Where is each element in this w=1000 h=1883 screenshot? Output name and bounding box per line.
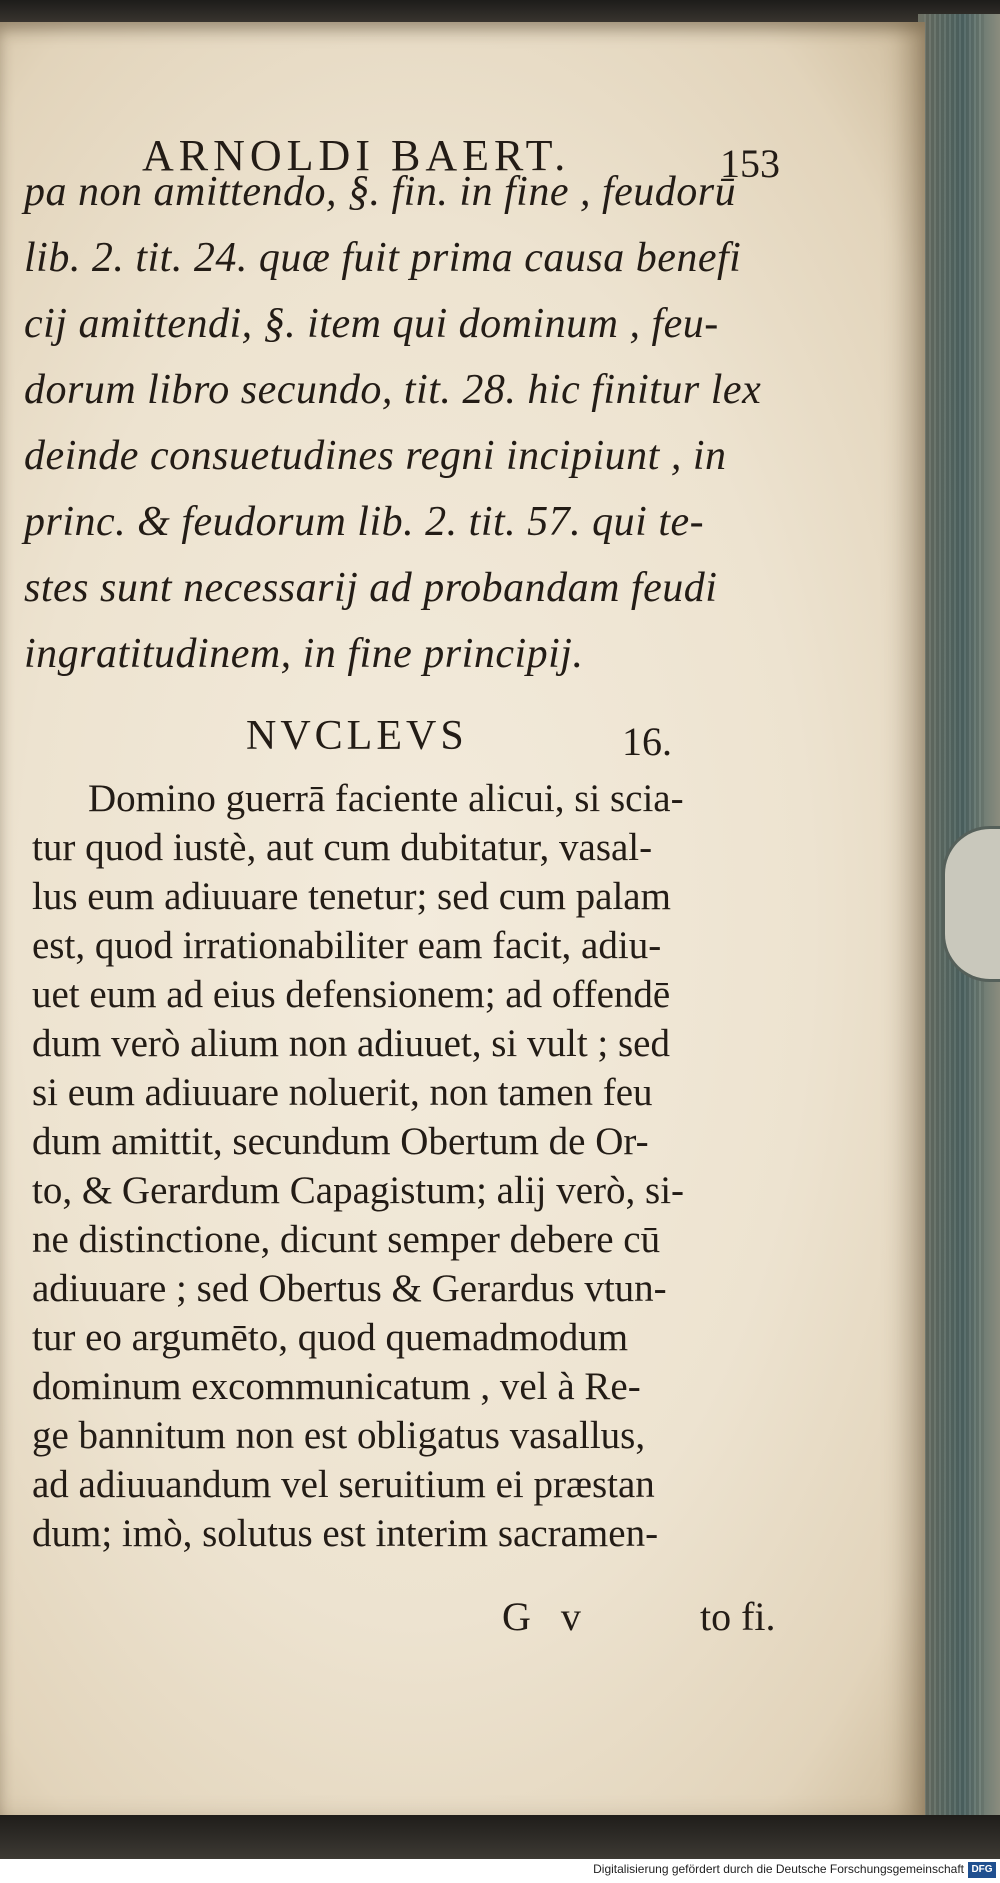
book-clasp (942, 826, 1000, 982)
italic-text-line: princ. & feudorum lib. 2. tit. 57. qui te- (24, 499, 705, 545)
section-number: 16. (622, 719, 672, 764)
page-text (0, 22, 925, 1822)
body-text-line: to, & Gerardum Capagistum; alij verò, si- (32, 1169, 685, 1212)
italic-text-line: lib. 2. tit. 24. quæ fuit prima causa benefi (24, 235, 742, 281)
body-text-line: lus eum adiuuare tenetur; sed cum palam (32, 875, 671, 918)
book-page (0, 22, 925, 1822)
italic-text-line: stes sunt necessarij ad probandam feudi (24, 565, 718, 611)
binding-top-edge (0, 0, 1000, 24)
catchword: to fi. (700, 1594, 776, 1639)
dfg-logo: DFG (968, 1862, 996, 1878)
signature-mark: G v (502, 1594, 591, 1639)
body-text-line: tur eo argumēto, quod quemadmodum (32, 1316, 629, 1359)
body-text-line: ge bannitum non est obligatus vasallus, (32, 1414, 646, 1457)
body-text-line: adiuuare ; sed Obertus & Gerardus vtun- (32, 1267, 667, 1310)
body-text-line: ne distinctione, dicunt semper debere cū (32, 1218, 661, 1261)
digitization-footer (0, 1859, 1000, 1883)
body-text-line: uet eum ad eius defensionem; ad offendē (32, 973, 671, 1016)
body-text-line: dum verò alium non adiuuet, si vult ; sed (32, 1022, 670, 1065)
body-text-line: ad adiuuandum vel seruitium ei præstan (32, 1463, 655, 1506)
body-text-line: est, quod irrationabiliter eam facit, adiu- (32, 924, 662, 967)
funding-credit: Digitalisierung gefördert durch die Deutsche Forschungsgemeinschaft (593, 1862, 964, 1876)
italic-text-line: pa non amittendo, §. fin. in fine , feudorū (24, 169, 737, 215)
body-text-line: dum amittit, secundum Obertum de Or- (32, 1120, 649, 1163)
page-number: 153 (720, 141, 780, 186)
running-head: ARNOLDI BAERT. (142, 131, 571, 180)
body-text-line: dominum excommunicatum , vel à Re- (32, 1365, 641, 1408)
italic-text-line: ingratitudinem, in fine principij. (24, 631, 584, 677)
body-text-line: dum; imò, solutus est interim sacramen- (32, 1512, 659, 1555)
body-text-line: tur quod iustè, aut cum dubitatur, vasal- (32, 826, 653, 869)
body-text-line: Domino guerrā faciente alicui, si scia- (88, 777, 684, 820)
body-text-line: si eum adiuuare noluerit, non tamen feu (32, 1071, 653, 1114)
italic-text-line: cij amittendi, §. item qui dominum , feu- (24, 301, 719, 347)
binding-bottom-edge (0, 1815, 1000, 1859)
section-heading: NVCLEVS (246, 713, 468, 759)
italic-text-line: deinde consuetudines regni incipiunt , in (24, 433, 727, 479)
italic-text-line: dorum libro secundo, tit. 28. hic finitur lex (24, 367, 762, 413)
